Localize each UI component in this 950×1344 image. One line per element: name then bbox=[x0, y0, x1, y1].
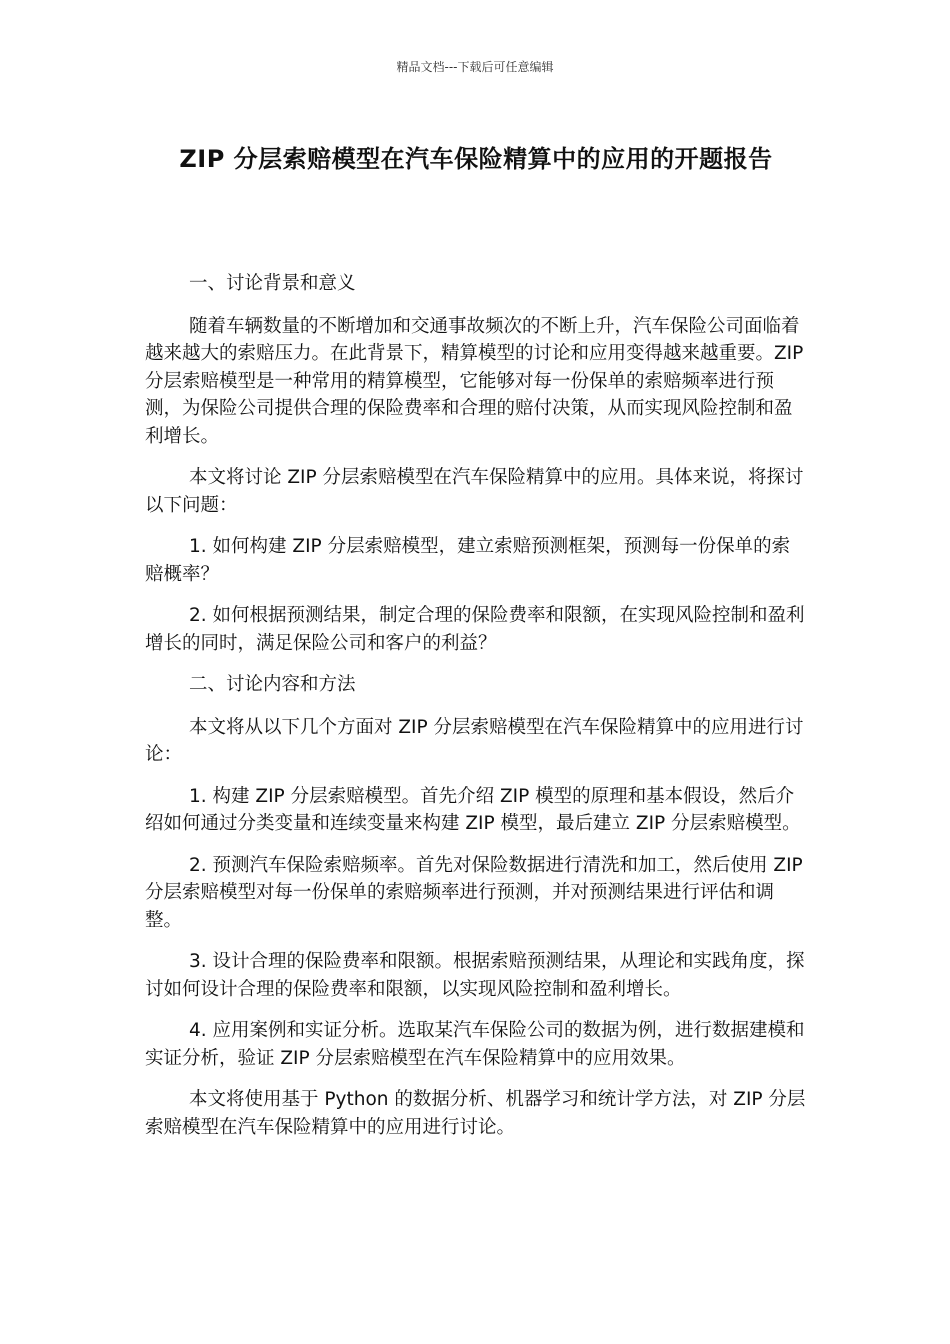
method-item-1: 1. 构建 ZIP 分层索赔模型。首先介绍 ZIP 模型的原理和基本假设，然后介绍如何通过分类变量和连续变量来构建 ZIP 模型，最后建立 ZIP 分层索赔模型。 bbox=[145, 785, 801, 834]
method-item-3: 3. 设计合理的保险费率和限额。根据索赔预测结果，从理论和实践角度，探讨如何设计合理的保险费率和限额，以实现风险控制和盈利增长。 bbox=[145, 951, 805, 1000]
paragraph-methods-intro: 本文将从以下几个方面对 ZIP 分层索赔模型在汽车保险精算中的应用进行讨论： bbox=[145, 716, 804, 765]
question-item-1: 1. 如何构建 ZIP 分层索赔模型，建立索赔预测框架，预测每一份保单的索赔概率？ bbox=[145, 536, 791, 585]
question-item-2: 2. 如何根据预测结果，制定合理的保险费率和限额，在实现风险控制和盈利增长的同时，满足保险公司和客户的利益？ bbox=[145, 605, 805, 654]
section-heading-background: 一、讨论背景和意义 bbox=[189, 273, 356, 294]
document-body bbox=[145, 270, 807, 1155]
paragraph-background: 随着车辆数量的不断增加和交通事故频次的不断上升，汽车保险公司面临着越来越大的索赔压力。在此背景下，精算模型的讨论和应用变得越来越重要。ZIP 分层索赔模型是一种常用的精算模型，它能够对每一份保单的索赔频率进行预测，为保险公司提供合理的保险费率和合理的赔付决策，从而实现风险控制和盈利增长。 bbox=[145, 315, 804, 447]
header-note: 精品文档---下载后可任意编辑 bbox=[396, 60, 554, 74]
method-item-2: 2. 预测汽车保险索赔频率。首先对保险数据进行清洗和加工，然后使用 ZIP 分层索赔模型对每一份保单的索赔频率进行预测，并对预测结果进行评估和调整。 bbox=[145, 854, 803, 931]
document-title: ZIP 分层索赔模型在汽车保险精算中的应用的开题报告 bbox=[179, 145, 773, 173]
paragraph-methods-summary: 本文将使用基于 Python 的数据分析、机器学习和统计学方法，对 ZIP 分层索赔模型在汽车保险精算中的应用进行讨论。 bbox=[145, 1089, 806, 1138]
section-heading-methods: 二、讨论内容和方法 bbox=[189, 674, 356, 695]
method-item-4: 4. 应用案例和实证分析。选取某汽车保险公司的数据为例，进行数据建模和实证分析，验证 ZIP 分层索赔模型在汽车保险精算中的应用效果。 bbox=[145, 1020, 805, 1069]
paragraph-scope: 本文将讨论 ZIP 分层索赔模型在汽车保险精算中的应用。具体来说，将探讨以下问题： bbox=[145, 467, 804, 516]
